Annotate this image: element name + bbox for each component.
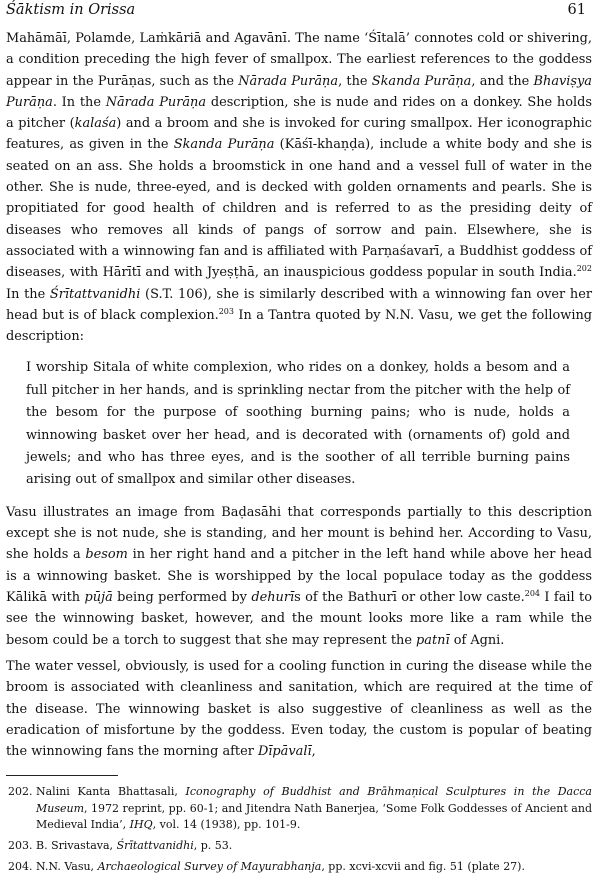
footnote-number: 204. bbox=[8, 860, 33, 874]
footnote-text: Nalini Kanta Bhattasali, Iconography of Buddhist and Brāhmaṇical Sculptures in the Dacca Museum, 1972 reprint, pp. 60-1; and Jitendra Nath Banerjea, ‘Some Folk Goddesses of Ancient and Medieval India’, IHQ, vol. 14 (1938), pp. 101-9. bbox=[36, 785, 592, 831]
block-quote: I worship Sitala of white complexion, who rides on a donkey, holds a besom and a full pitcher in her hands, and is sprinkling nectar from the pitcher with the help of the besom for the purpose of soothing burning pains; who is nude, holds a winnowing basket over her head, and is decorated with (ornaments of) gold and jewels; and who has three eyes, and is the soother of all terrible burning pains arising out of smallpox and similar other diseases. bbox=[26, 360, 570, 488]
page-number: 61 bbox=[567, 2, 586, 18]
running-title: Śāktism in Orissa bbox=[6, 2, 136, 18]
footnote-204 bbox=[6, 859, 592, 875]
footnote-number: 202. bbox=[8, 785, 33, 799]
paragraph-2: Vasu illustrates an image from Baḍasāhi that corresponds partially to this description except she is not nude, she is standing, and her mount is behind her. According to Vasu, she holds a besom in her right hand and a pitcher in the left hand while above her head is a winnowing basket. She is worshipped by the local populace today as the goddess Kālikā with pūjā being performed by dehurīs of the Bathurī or other low caste.$^{204}$ I fail to see the winnowing basket, however, and the mount looks more like a ram while the besom could be a torch to suggest that she may represent the patnī of Agni. bbox=[6, 504, 592, 648]
footnote-number: 203. bbox=[8, 839, 33, 853]
paragraph-3: The water vessel, obviously, is used for a cooling function in curing the disease while the broom is associated with cleanliness and sanitation, which are required at the time of the disease. The winnowing basket is also suggestive of cleanliness as well as the eradication of misfortune by the goddess. Even today, the custom is popular of beating the winnowing fans the morning after Dīpāvalī, bbox=[6, 658, 592, 760]
paragraph-1: Mahāmāī, Polamde, Laṁkāriā and Agavānī. The name ‘Śītalā’ connotes cold or shivering, a condition preceding the high fever of smallpox. The earliest references to the goddess appear in the Purāṇas, such as the Nārada Purāṇa, the Skanda Purāṇa, and the Bhaviṣya Purāṇa. In the Nārada Purāṇa description, she is nude and rides on a donkey. She holds a pitcher (kalaśa) and a broom and she is invoked for curing smallpox. Her iconographic features, as given in the Skanda Purāṇa (Kāśī-khaṇḍa), include a white body and she is seated on an ass. She holds a broomstick in one hand and a vessel full of water in the other. She is nude, three-eyed, and is decked with golden ornaments and pearls. She is propitiated for good health of children and is referred to as the presiding deity of diseases who removes all kinds of pangs of sorrow and pain. Elsewhere, she is associated with a winnowing fan and is affiliated with Parṇaśavarī, a Buddhist goddess of diseases, with Hārītī and with Jyeṣṭhā, an inauspicious goddess popular in south India.$^{202}$ In the Śrītattvanidhi (S.T. 106), she is similarly described with a winnowing fan over her head but is of black complexion.$^{203}$ In a Tantra quoted by N.N. Vasu, we get the following description: bbox=[6, 31, 593, 345]
footnote-ref-203: 203 bbox=[218, 306, 234, 316]
footnote-202 bbox=[6, 784, 592, 833]
page-body bbox=[6, 28, 592, 762]
footnote-separator bbox=[6, 775, 118, 776]
footnote-text: B. Srivastava, Śrītattvanidhi, p. 53. bbox=[36, 839, 233, 853]
footnotes bbox=[6, 784, 592, 875]
running-head bbox=[6, 2, 592, 24]
footnote-ref-204: 204 bbox=[524, 589, 541, 599]
footnote-ref-202: 202 bbox=[576, 264, 592, 274]
footnote-text: N.N. Vasu, Archaeological Survey of Mayurabhanja, pp. xcvi-xcvii and fig. 51 (plate 27). bbox=[36, 860, 525, 874]
footnote-203 bbox=[6, 838, 592, 854]
